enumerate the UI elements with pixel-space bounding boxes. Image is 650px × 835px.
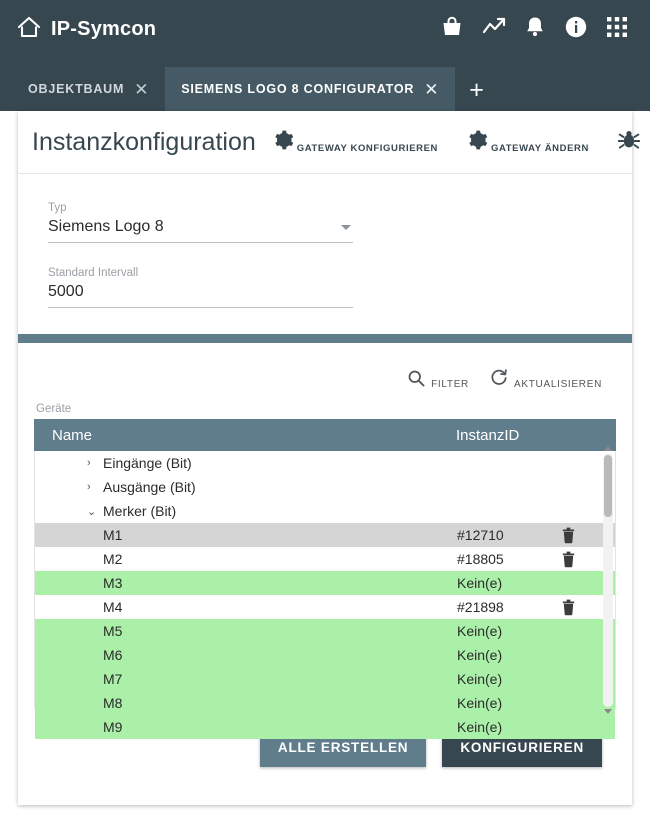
table-row[interactable] xyxy=(35,547,615,571)
table-row[interactable] xyxy=(35,643,615,667)
scroll-down-arrow-icon[interactable] xyxy=(604,709,612,714)
tab-objektbaum[interactable] xyxy=(12,67,165,111)
table-row[interactable] xyxy=(35,523,615,547)
devices-list-label: Geräte xyxy=(36,403,72,415)
column-header-name: Name xyxy=(52,426,93,444)
row-id: #21898 xyxy=(457,599,504,615)
row-name: M1 xyxy=(103,527,123,543)
activity-chart-icon[interactable] xyxy=(482,15,506,44)
row-id-cell xyxy=(457,719,615,735)
row-name: M9 xyxy=(103,719,123,735)
row-name: Ausgänge (Bit) xyxy=(103,479,196,495)
filter-label: FILTER xyxy=(431,378,469,390)
devices-toolbar xyxy=(34,365,616,395)
configuration-form xyxy=(18,174,632,334)
chevron-down-icon[interactable]: ⌄ xyxy=(87,505,97,518)
row-name: M5 xyxy=(103,623,123,639)
refresh-label: AKTUALISIEREN xyxy=(513,378,602,390)
page-title: Instanzkonfiguration xyxy=(32,127,256,156)
change-gateway-label: GATEWAY ÄNDERN xyxy=(490,142,589,154)
row-name: M3 xyxy=(103,575,123,591)
debug-button[interactable] xyxy=(613,128,645,157)
apps-grid-icon[interactable] xyxy=(606,16,628,43)
interval-field[interactable] xyxy=(48,267,353,308)
row-name: M8 xyxy=(103,695,123,711)
table-row[interactable] xyxy=(35,595,615,619)
section-divider xyxy=(18,334,632,343)
row-name-cell xyxy=(53,671,457,687)
chevron-right-icon[interactable]: › xyxy=(87,481,91,493)
close-icon[interactable]: ✕ xyxy=(424,79,440,99)
top-bar xyxy=(0,0,650,59)
interval-field-value: 5000 xyxy=(48,283,84,300)
row-id: Kein(e) xyxy=(457,623,503,639)
gear-icon xyxy=(272,129,294,156)
row-name: Eingänge (Bit) xyxy=(103,455,192,471)
row-id: #12710 xyxy=(457,527,504,543)
table-row-group-merker[interactable] xyxy=(35,499,615,523)
shop-basket-icon[interactable] xyxy=(440,15,464,44)
table-header xyxy=(34,419,616,451)
card-header xyxy=(18,111,632,174)
topbar-icon-group xyxy=(440,15,628,44)
table-row[interactable] xyxy=(35,691,615,715)
row-name-cell xyxy=(53,647,457,663)
table-row[interactable] xyxy=(35,619,615,643)
row-name: M4 xyxy=(103,599,123,615)
tab-label: SIEMENS LOGO 8 CONFIGURATOR xyxy=(181,82,415,96)
trash-icon[interactable] xyxy=(561,599,576,616)
page-body xyxy=(0,111,650,835)
row-id-cell xyxy=(457,527,615,544)
type-field-label: Typ xyxy=(48,202,67,214)
type-select[interactable] xyxy=(48,218,353,243)
configure-gateway-button[interactable] xyxy=(268,129,442,156)
scroll-up-arrow-icon[interactable] xyxy=(604,446,612,451)
row-name-cell xyxy=(53,719,457,735)
trash-icon[interactable] xyxy=(561,551,576,568)
row-id-cell xyxy=(457,599,615,616)
chevron-right-icon[interactable]: › xyxy=(87,457,91,469)
type-field-value: Siemens Logo 8 xyxy=(48,218,164,235)
table-row[interactable] xyxy=(35,715,615,739)
row-id-cell xyxy=(457,623,615,639)
column-header-instanzid: InstanzID xyxy=(456,426,520,444)
chevron-down-icon[interactable] xyxy=(341,225,351,230)
close-icon[interactable]: ✕ xyxy=(134,79,150,99)
vertical-scrollbar[interactable] xyxy=(603,453,613,707)
row-name-cell xyxy=(53,503,457,519)
gear-icon xyxy=(466,129,488,156)
row-name: M2 xyxy=(103,551,123,567)
table-row-group-ausgaenge[interactable] xyxy=(35,475,615,499)
add-tab-button[interactable]: + xyxy=(469,76,484,104)
scrollbar-thumb[interactable] xyxy=(604,455,612,517)
row-name: M6 xyxy=(103,647,123,663)
row-name-cell xyxy=(53,599,457,615)
table-row-group-eingaenge[interactable] xyxy=(35,451,615,475)
tab-siemens-logo-8-configurator[interactable] xyxy=(165,67,455,111)
row-name-cell xyxy=(53,575,457,591)
instance-configuration-card xyxy=(18,111,632,805)
row-name: Merker (Bit) xyxy=(103,503,177,519)
info-circle-icon[interactable] xyxy=(564,15,588,44)
devices-table xyxy=(34,419,616,735)
interval-field-label: Standard Intervall xyxy=(48,267,139,279)
row-name-cell xyxy=(53,455,457,471)
configure-button[interactable]: KONFIGURIEREN xyxy=(442,727,602,767)
refresh-button[interactable] xyxy=(489,368,602,393)
row-id-cell xyxy=(457,647,615,663)
row-id: Kein(e) xyxy=(457,719,503,735)
type-field[interactable] xyxy=(48,202,353,243)
brand-title: IP-Symcon xyxy=(51,18,157,40)
brand[interactable] xyxy=(16,15,156,44)
interval-input[interactable] xyxy=(48,283,353,308)
house-icon xyxy=(16,15,42,44)
devices-section xyxy=(18,343,632,805)
bug-icon xyxy=(617,128,641,157)
row-name-cell xyxy=(53,551,457,567)
refresh-icon xyxy=(489,368,509,393)
row-id-cell xyxy=(457,671,615,687)
row-id: Kein(e) xyxy=(457,575,503,591)
row-name-cell xyxy=(53,479,457,495)
tab-strip xyxy=(0,59,650,111)
row-id: #18805 xyxy=(457,551,504,567)
table-row[interactable] xyxy=(35,667,615,691)
change-gateway-button[interactable] xyxy=(462,129,593,156)
bell-notification-icon[interactable] xyxy=(524,15,546,44)
search-icon xyxy=(406,368,426,393)
row-id: Kein(e) xyxy=(457,647,503,663)
row-id: Kein(e) xyxy=(457,695,503,711)
table-row[interactable] xyxy=(35,571,615,595)
create-all-button[interactable]: ALLE ERSTELLEN xyxy=(260,727,426,767)
row-id-cell xyxy=(457,575,615,591)
trash-icon[interactable] xyxy=(561,527,576,544)
row-name: M7 xyxy=(103,671,123,687)
row-id-cell xyxy=(457,551,615,568)
table-body[interactable] xyxy=(34,451,616,735)
filter-button[interactable] xyxy=(406,368,469,393)
configure-gateway-label: GATEWAY KONFIGURIEREN xyxy=(296,142,438,154)
row-name-cell xyxy=(53,623,457,639)
row-id: Kein(e) xyxy=(457,671,503,687)
row-name-cell xyxy=(53,527,457,543)
row-name-cell xyxy=(53,695,457,711)
row-id-cell xyxy=(457,695,615,711)
tab-label: OBJEKTBAUM xyxy=(28,82,125,96)
